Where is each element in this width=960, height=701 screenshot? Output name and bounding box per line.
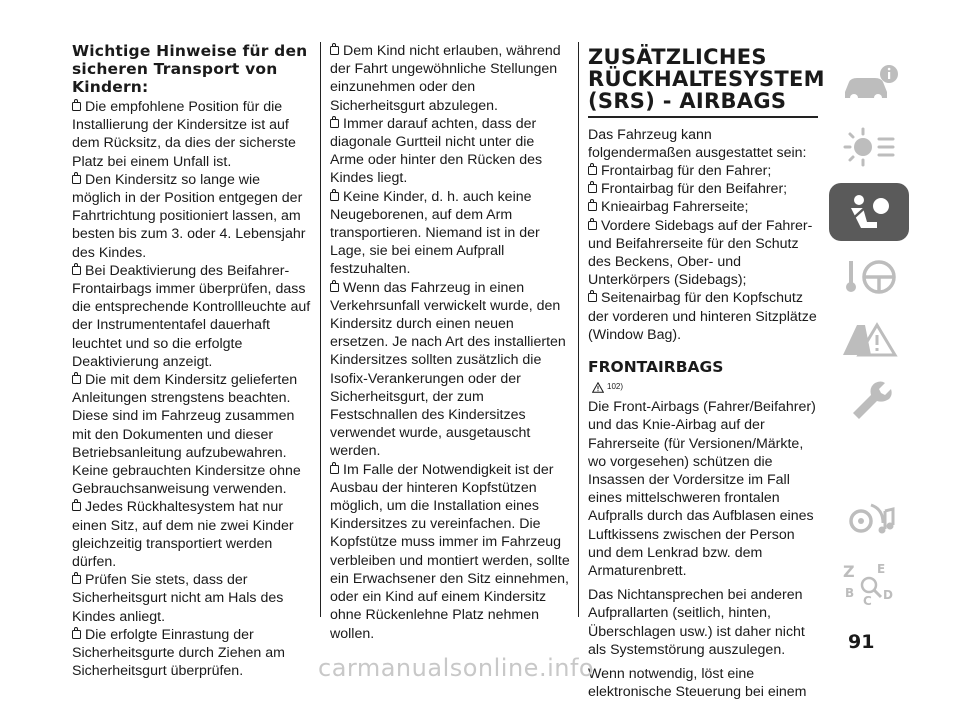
list-item: Wenn das Fahrzeug in einen Verkehrsunfall verwickelt wurde, den Kindersitz durch einen neuen ersetzen. Je nach Art des installierten Kindersitzes sollten zusätzlich die Isofix-Verankerungen oder der Sicherheitsgurt, der zum Festschnallen des Kindersitzes verwendet wurde, ausgetauscht werden. [330, 279, 566, 460]
warning-reference [592, 378, 818, 396]
frontairbags-heading: FRONTAIRBAGS [588, 357, 724, 376]
page-number: 91 [848, 631, 875, 653]
column-divider [320, 42, 321, 617]
svg-text:B: B [845, 586, 855, 600]
svg-text:C: C [863, 594, 872, 608]
right-column [588, 42, 825, 701]
tab-service[interactable] [829, 370, 909, 428]
list-item: Immer darauf achten, dass der diagonale Gurtteil nicht unter die Arme oder hinter den Rücken des Kindes liegt. [330, 115, 543, 187]
list-item: Die mit dem Kindersitz gelieferten Anleitungen strengstens beachten. Diese sind im Fahrzeug zusammen mit den Dokumenten und dieser Betriebsanleitung aufzubewahren. Keine gebrauchten Kindersitze ohne Gebrauchsanweisung verwenden. [72, 372, 301, 498]
column-divider [578, 42, 579, 617]
tab-lights[interactable] [829, 118, 909, 176]
tab-safety[interactable] [829, 183, 909, 241]
airbag-seat-icon [837, 190, 901, 234]
bullet-icon [588, 166, 597, 175]
middle-column [330, 42, 570, 643]
list-item: Dem Kind nicht erlauben, während der Fahrt ungewöhnliche Stellungen einzunehmen oder den Sicherheitsgurt abzulegen. [330, 43, 561, 114]
car-info-icon [837, 62, 901, 106]
intro-text: Das Fahrzeug kann folgendermaßen ausgestattet sein: [588, 126, 807, 161]
key-steering-icon [837, 255, 901, 299]
warning-ref-number: 102) [607, 381, 624, 391]
watermark: carmanualsonline.info [318, 654, 595, 682]
list-item: Keine Kinder, d. h. auch keine Neugeborenen, auf dem Arm transportieren. Niemand ist in der Lage, sie bei einem Aufprall festzuhalten. [330, 188, 540, 278]
bullet-icon [72, 575, 81, 584]
bullet-icon [330, 46, 339, 55]
index-letters-icon [837, 559, 901, 609]
bullet-icon [330, 119, 339, 128]
bullet-icon [72, 266, 81, 275]
list-item: Prüfen Sie stets, dass der Sicherheitsgurt nicht am Hals des Kindes anliegt. [72, 572, 284, 625]
tab-multimedia[interactable] [829, 490, 909, 548]
bullet-icon [72, 175, 81, 184]
warning-triangle-icon [592, 382, 604, 393]
wrench-icon [837, 377, 901, 421]
tab-car-info[interactable] [829, 55, 909, 113]
list-item: Den Kindersitz so lange wie möglich in der Position entgegen der Fahrtrichtung positioniert lassen, am besten bis zum 3. oder 4. Lebensjahr des Kindes. [72, 171, 306, 261]
tab-index[interactable] [829, 555, 909, 613]
list-item: Die empfohlene Position für die Installierung der Kindersitze ist auf dem Rücksitz, da dies der sicherste Platz bei einem Unfall ist. [72, 99, 296, 170]
list-item: Seitenairbag für den Kopfschutz der vorderen und hinteren Sitzplätze (Window Bag). [588, 290, 817, 343]
svg-text:E: E [877, 562, 886, 576]
warning-road-icon [837, 317, 901, 361]
list-item: Knieairbag Fahrerseite; [588, 198, 818, 216]
paragraph: Die Front-Airbags (Fahrer/Beifahrer) und das Knie-Airbag auf der Fahrerseite (für Versionen/Märkte, wo vorgesehen) schützen die Insassen der Vordersitze im Fall eines mittelschweren frontalen Aufpralls durch das Aufblasen eines Luftkissens zwischen der Person und dem Lenkrad bzw. dem Armaturenbrett. [588, 399, 816, 579]
list-item: Frontairbag für den Fahrer; [588, 162, 818, 180]
media-icon [837, 497, 901, 541]
bullet-icon [72, 630, 81, 639]
bullet-icon [588, 293, 597, 302]
list-item: Die erfolgte Einrastung der Sicherheitsgurte durch Ziehen am Sicherheitsgurt überprüfen. [72, 626, 285, 680]
bullet-icon [330, 192, 339, 201]
bullet-icon [588, 202, 597, 211]
bullet-icon [588, 221, 597, 230]
bullet-icon [72, 375, 81, 384]
paragraph: Wenn notwendig, löst eine elektronische Steuerung bei einem [588, 665, 807, 701]
bullet-icon [72, 102, 81, 111]
bullet-icon [72, 502, 81, 511]
tab-warnings[interactable] [829, 310, 909, 368]
section-title: ZUSÄTZLICHES RÜCKHALTESYSTEM (SRS) - AIRBAGS [588, 45, 825, 113]
lights-icon [837, 125, 901, 169]
list-item: Vordere Sidebags auf der Fahrer- und Beifahrerseite für den Schutz des Beckens, Ober- und Unterkörpers (Sidebags); [588, 217, 813, 289]
list-item: Jedes Rückhaltesystem hat nur einen Sitz, auf dem nie zwei Kinder gleichzeitig transportiert werden dürfen. [72, 499, 294, 571]
svg-text:Z: Z [843, 562, 855, 581]
child-transport-heading: Wichtige Hinweise für den sicheren Transport von Kindern: [72, 42, 308, 96]
tab-start-driving[interactable] [829, 248, 909, 306]
list-item: Im Falle der Notwendigkeit ist der Ausbau der hinteren Kopfstützen möglich, um die Installation eines Kindersitzes zu vereinfachen. Die Kopfstütze muss immer im Fahrzeug verbleiben und montiert werden, sollte ein Erwachsener den Sitz einnehmen, oder ein Kind auf einem Kindersitz ohne Rückenlehne Platz nehmen wollen. [330, 461, 570, 642]
paragraph: Das Nichtansprechen bei anderen Aufprallarten (seitlich, hinten, Überschlagen usw.) ist daher nicht als Systemstörung auszulegen. [588, 587, 805, 658]
list-item: Frontairbag für den Beifahrer; [588, 180, 818, 198]
svg-text:D: D [883, 588, 893, 602]
list-item: Bei Deaktivierung des Beifahrer-Frontairbags immer überprüfen, dass die entsprechende Kontrollleuchte auf der Instrumententafel dauerhaft leuchtet und so die erfolgte Deaktivierung anzeigt. [72, 262, 311, 370]
left-column [72, 42, 312, 681]
bullet-icon [330, 283, 339, 292]
bullet-icon [330, 465, 339, 474]
bullet-icon [588, 184, 597, 193]
title-underline [588, 116, 818, 118]
